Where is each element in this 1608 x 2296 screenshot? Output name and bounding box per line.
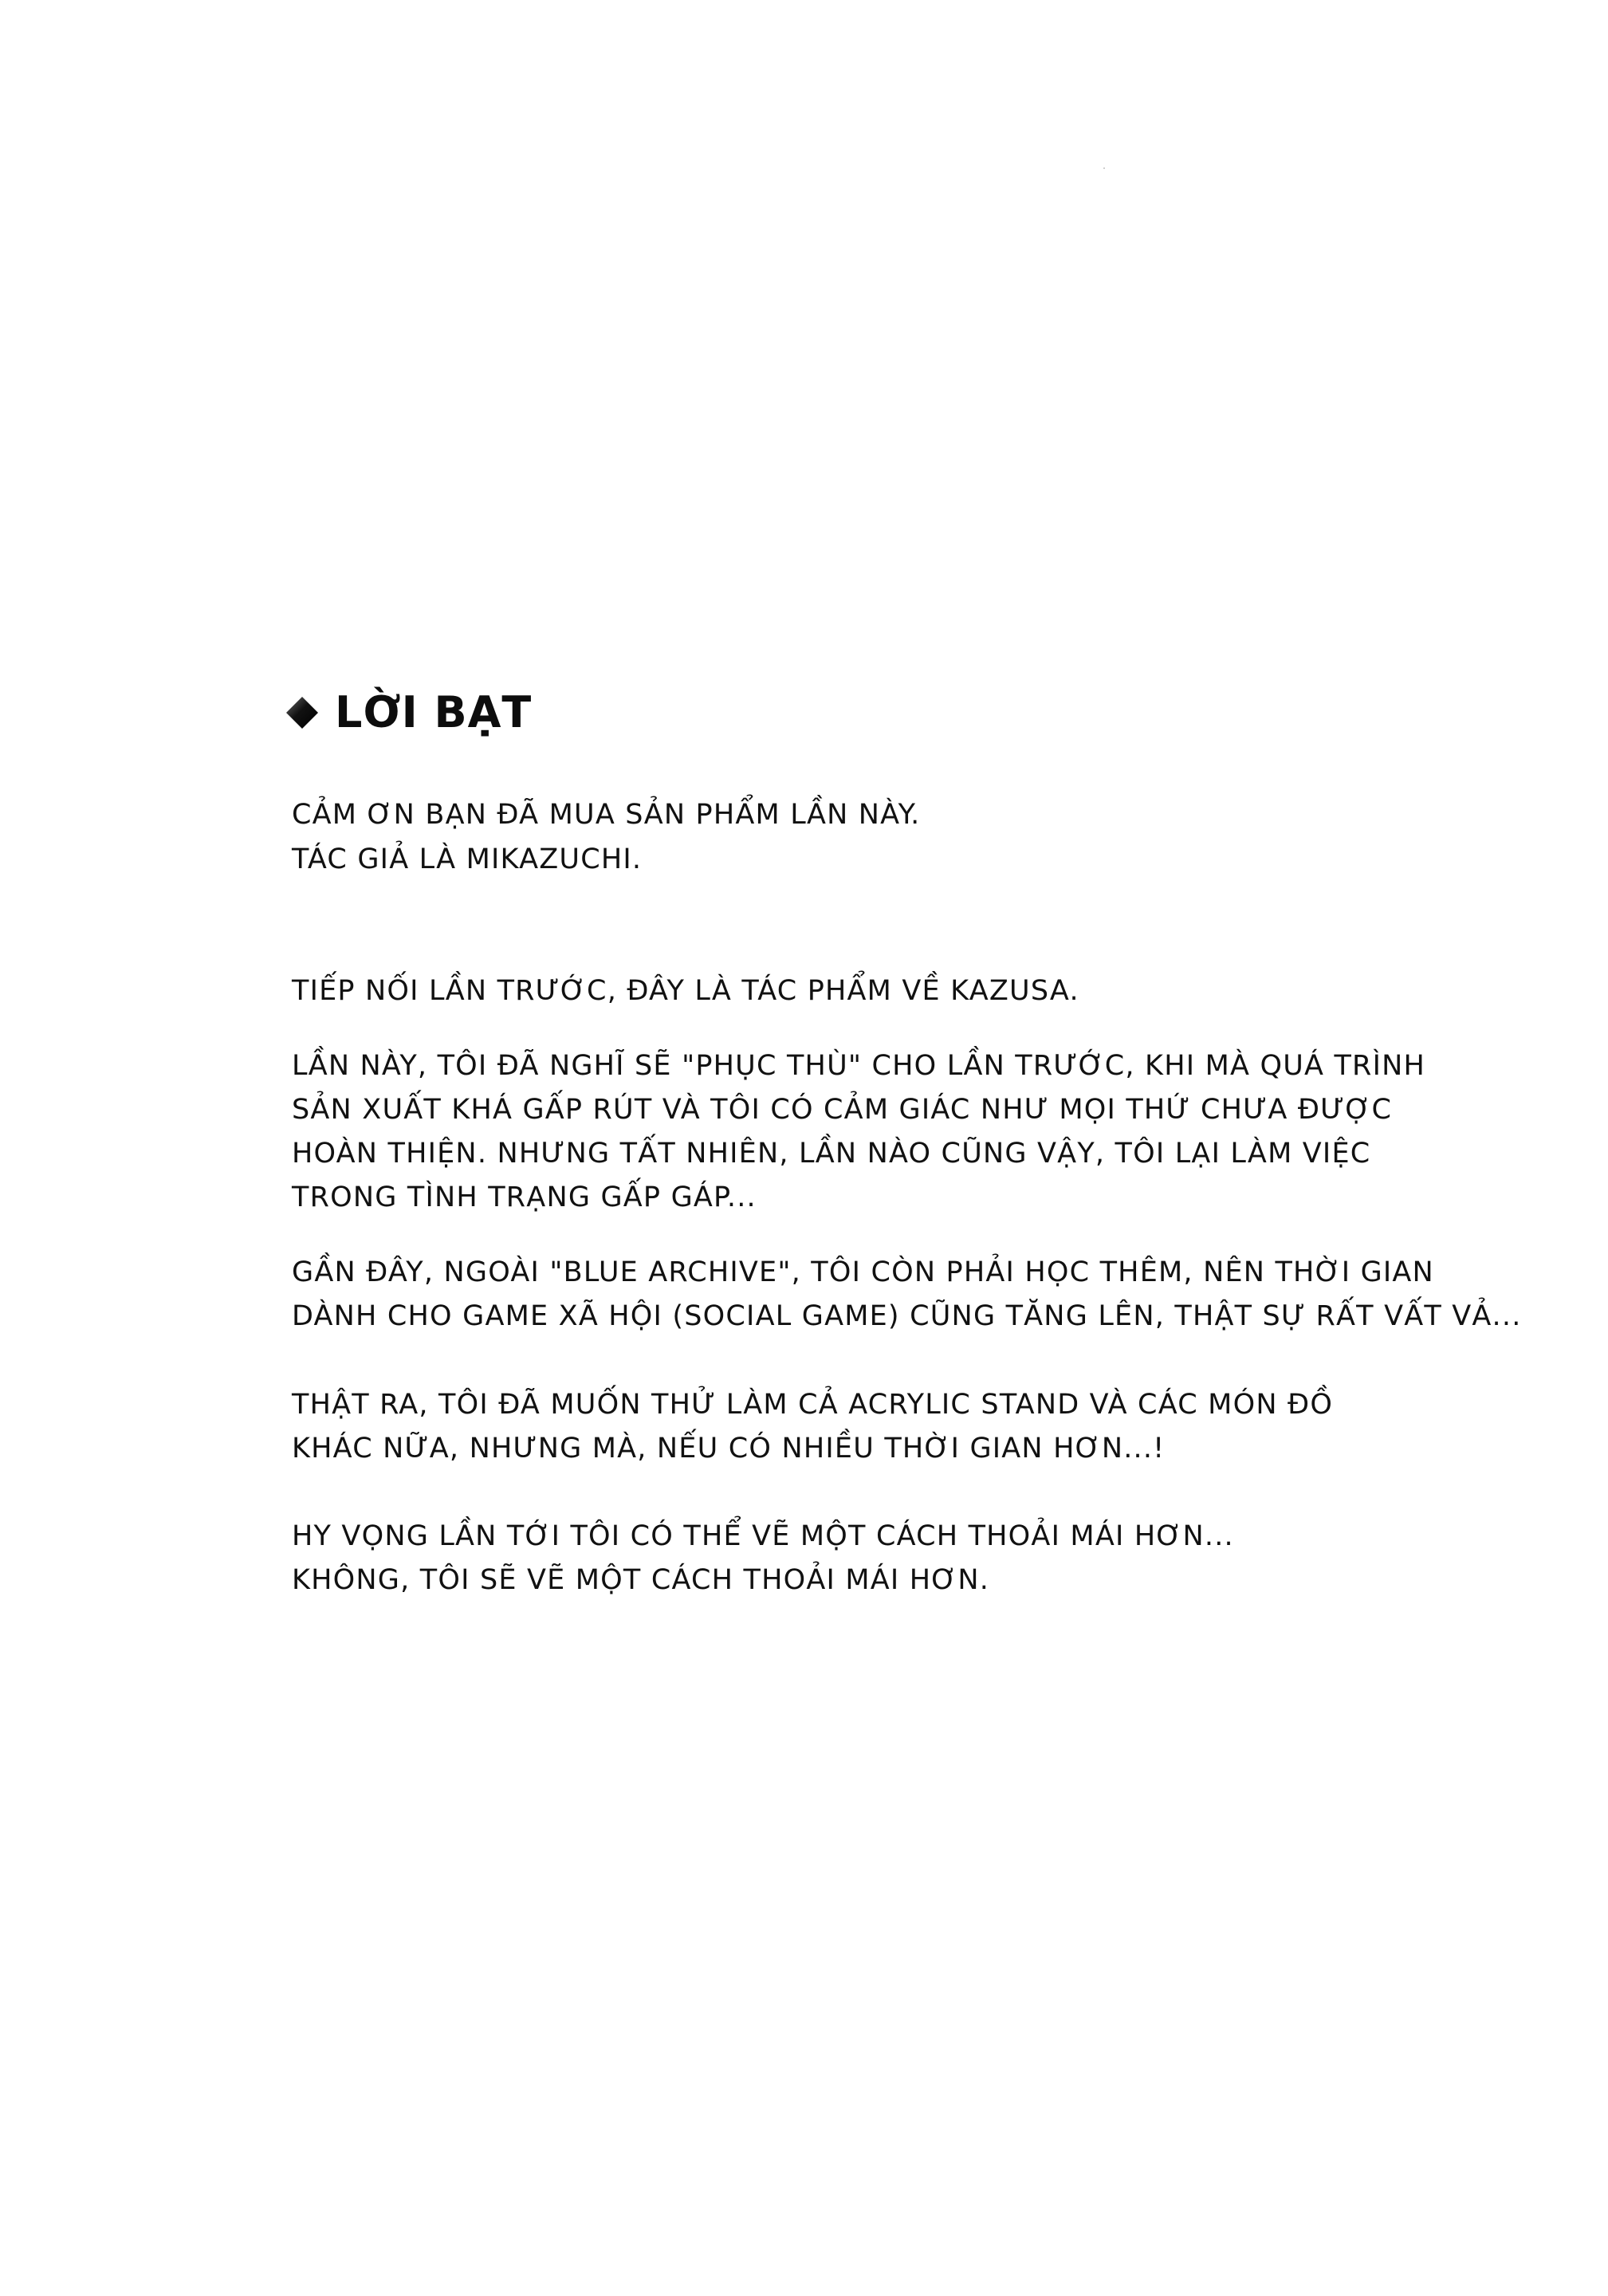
text-line: HOÀN THIỆN. NHƯNG TẤT NHIÊN, LẦN NÀO CŨNG VẬY, TÔI LẠI LÀM VIỆC [292,1138,1371,1170]
text-line: KHÔNG, TÔI SẼ VẼ MỘT CÁCH THOẢI MÁI HƠN. [292,1564,990,1596]
text-line: HY VỌNG LẦN TỚI TÔI CÓ THỂ VẼ MỘT CÁCH THOẢI MÁI HƠN... [292,1520,1234,1552]
text-line: KHÁC NỮA, NHƯNG MÀ, NẾU CÓ NHIỀU THỜI GIAN HƠN...! [292,1433,1166,1464]
text-line: TIẾP NỐI LẦN TRƯỚC, ĐÂY LÀ TÁC PHẨM VỀ KAZUSA. [292,975,1079,1007]
text-line: LẦN NÀY, TÔI ĐÃ NGHĨ SẼ "PHỤC THÙ" CHO LẦN TRƯỚC, KHI MÀ QUÁ TRÌNH [292,1050,1426,1082]
text-line: TRONG TÌNH TRẠNG GẤP GÁP... [292,1181,757,1213]
scan-speck [1103,167,1105,169]
text-line: SẢN XUẤT KHÁ GẤP RÚT VÀ TÔI CÓ CẢM GIÁC NHƯ MỌI THỨ CHƯA ĐƯỢC [292,1094,1393,1126]
text-line: GẦN ĐÂY, NGOÀI "BLUE ARCHIVE", TÔI CÒN PHẢI HỌC THÊM, NÊN THỜI GIAN [292,1256,1434,1288]
text-line: DÀNH CHO GAME XÃ HỘI (SOCIAL GAME) CŨNG TĂNG LÊN, THẬT SỰ RẤT VẤT VẢ... [292,1300,1522,1332]
diamond-icon [285,696,319,729]
afterword-title: LỜI BẠT [335,687,533,737]
text-line: THẬT RA, TÔI ĐÃ MUỐN THỬ LÀM CẢ ACRYLIC STAND VÀ CÁC MÓN ĐỒ [292,1389,1334,1421]
text-line: TÁC GIẢ LÀ MIKAZUCHI. [292,843,643,875]
text-line: CẢM ƠN BẠN ĐÃ MUA SẢN PHẨM LẦN NÀY. [292,799,921,831]
afterword-heading [285,687,532,737]
